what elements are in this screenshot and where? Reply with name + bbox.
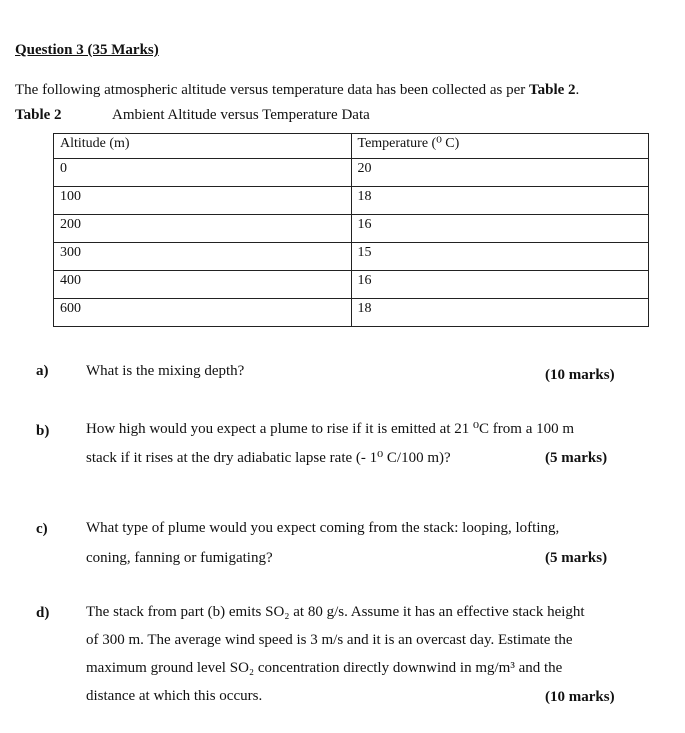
table-row	[54, 215, 649, 243]
table-row	[54, 159, 649, 187]
cell-temperature: 18	[351, 299, 649, 327]
table-row	[54, 243, 649, 271]
question-a-marks: (10 marks)	[545, 367, 615, 383]
altitude-temperature-table	[53, 133, 649, 327]
cell-altitude: 300	[54, 243, 352, 271]
cell-temperature: 16	[351, 215, 649, 243]
question-b-label: b)	[36, 423, 50, 439]
question-a-text: What is the mixing depth?	[86, 363, 245, 379]
cell-altitude: 100	[54, 187, 352, 215]
question-a-label: a)	[36, 363, 49, 379]
header-altitude: Altitude (m)	[54, 134, 352, 159]
intro-main: The following atmospheric altitude versus temperature data has been collected as per	[15, 82, 529, 98]
cell-temperature: 15	[351, 243, 649, 271]
table-label: Table 2	[15, 107, 62, 123]
question-c-line2: coning, fanning or fumigating?	[86, 550, 273, 566]
question-c-marks: (5 marks)	[545, 550, 608, 566]
cell-altitude: 400	[54, 271, 352, 299]
question-b-line1: How high would you expect a plume to rise if it is emitted at 21 ⁰C from a 100 m	[86, 421, 575, 437]
question-d-line1: The stack from part (b) emits SO₂ at 80 g/s. Assume it has an effective stack height	[86, 604, 585, 620]
question-d-line2: of 300 m. The average wind speed is 3 m/s and it is an overcast day. Estimate the	[86, 632, 573, 648]
table-row	[54, 187, 649, 215]
question-d-line3: maximum ground level SO₂ concentration directly downwind in mg/m³ and the	[86, 660, 563, 676]
question-c-line1: What type of plume would you expect coming from the stack: looping, lofting,	[86, 520, 560, 536]
intro-table-ref: Table 2	[528, 82, 576, 98]
intro-end: .	[575, 82, 580, 98]
cell-altitude: 0	[54, 159, 352, 187]
question-d-marks: (10 marks)	[545, 689, 615, 705]
question-c-label: c)	[36, 521, 48, 537]
table-caption: Ambient Altitude versus Temperature Data	[112, 107, 370, 123]
table-header-row	[54, 134, 649, 159]
question-b-marks: (5 marks)	[545, 450, 608, 466]
question-b-line2: stack if it rises at the dry adiabatic lapse rate (- 1⁰ C/100 m)?	[86, 450, 451, 466]
header-temperature: Temperature (⁰ C)	[351, 134, 649, 159]
cell-temperature: 20	[351, 159, 649, 187]
cell-altitude: 600	[54, 299, 352, 327]
cell-altitude: 200	[54, 215, 352, 243]
question-d-label: d)	[36, 605, 50, 621]
intro-text	[15, 82, 579, 99]
table-row	[54, 271, 649, 299]
table-row	[54, 299, 649, 327]
question-d-line4: distance at which this occurs.	[86, 688, 263, 704]
cell-temperature: 18	[351, 187, 649, 215]
cell-temperature: 16	[351, 271, 649, 299]
question-title: Question 3 (35 Marks)	[15, 42, 159, 58]
